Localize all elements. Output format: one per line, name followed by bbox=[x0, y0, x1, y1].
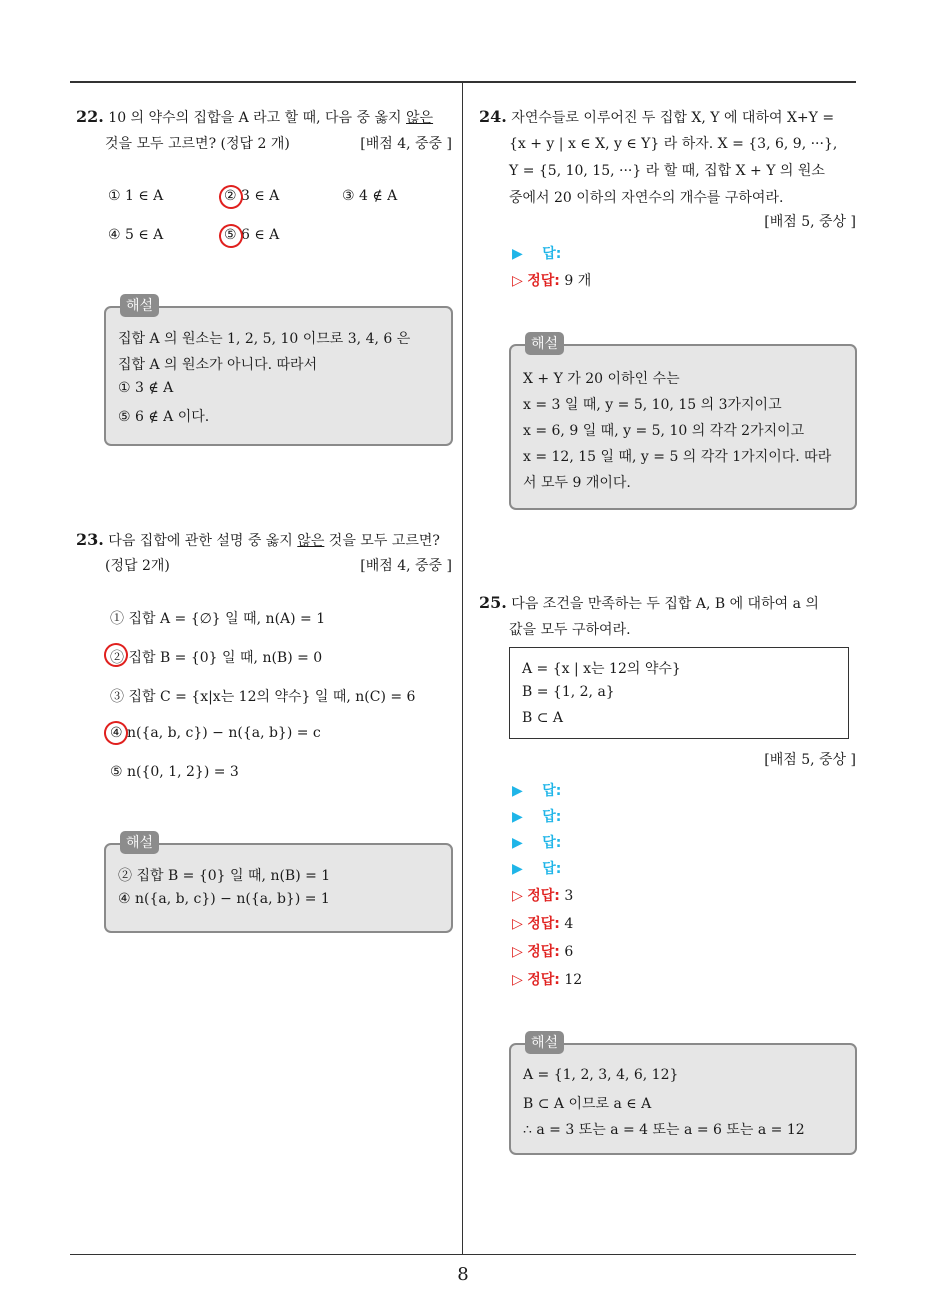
answer-label: 답: bbox=[542, 783, 562, 799]
q22-explanation-tag: 해설 bbox=[120, 294, 159, 317]
correct-value: 9 개 bbox=[564, 273, 592, 289]
q23-line2: (정답 2개) bbox=[105, 558, 170, 574]
q25-explanation-box bbox=[509, 1043, 857, 1155]
outline-triangle-icon: ▷ bbox=[512, 273, 523, 289]
q25-text-1: 다음 조건을 만족하는 두 집합 A, B 에 대하여 a 의 bbox=[511, 596, 819, 612]
q23-choice-3[interactable]: ③ 집합 C = {x|x는 12의 약수} 일 때, n(C) = 6 bbox=[110, 689, 416, 705]
q23-explanation-box bbox=[104, 843, 453, 933]
q25-condition: A = {x | x는 12의 약수} bbox=[522, 661, 681, 677]
q24-explain-line: x = 6, 9 일 때, y = 5, 10 의 각각 2가지이고 bbox=[523, 423, 805, 439]
q24-text-1: 자연수들로 이루어진 두 집합 X, Y 에 대하여 X+Y = bbox=[511, 110, 835, 126]
q22-explain-line: 집합 A 의 원소가 아니다. 따라서 bbox=[118, 357, 318, 373]
q25-answer-row-3[interactable] bbox=[512, 832, 561, 852]
q23-choice-2[interactable]: ② 집합 B = {0} 일 때, n(B) = 0 bbox=[110, 650, 323, 666]
q23-explain-line: ④ n({a, b, c}) − n({a, b}) = 1 bbox=[118, 891, 330, 907]
top-rule bbox=[70, 81, 856, 83]
q23-choice-1[interactable]: ① 집합 A = {∅} 일 때, n(A) = 1 bbox=[110, 611, 326, 627]
q22-explain-line: ⑤ 6 ∉ A 이다. bbox=[118, 409, 210, 425]
play-triangle-icon: ▶ bbox=[512, 861, 523, 877]
correct-label: 정답: bbox=[527, 944, 560, 960]
correct-label: 정답: bbox=[527, 916, 560, 932]
q25-line2: 값을 모두 구하여라. bbox=[509, 622, 631, 638]
q22-text-underlined: 않은 bbox=[406, 110, 434, 126]
q24-points: [배점 5, 중상 ] bbox=[764, 214, 856, 230]
answer-label: 답: bbox=[542, 861, 562, 877]
q25-line1 bbox=[479, 594, 819, 613]
outline-triangle-icon: ▷ bbox=[512, 888, 523, 904]
q22-line2: 것을 모두 고르면? (정답 2 개) bbox=[105, 136, 290, 152]
q22-line1 bbox=[76, 108, 433, 127]
q25-points: [배점 5, 중상 ] bbox=[764, 752, 856, 768]
q24-line3: Y = {5, 10, 15, ···} 라 할 때, 집합 X + Y 의 원소 bbox=[509, 163, 825, 179]
q25-correct-row-4 bbox=[512, 969, 582, 989]
q23-explain-line: ② 집합 B = {0} 일 때, n(B) = 1 bbox=[118, 868, 331, 884]
q23-number: 23. bbox=[76, 530, 104, 549]
play-triangle-icon: ▶ bbox=[512, 246, 523, 262]
correct-value: 12 bbox=[564, 972, 583, 988]
q25-condition: B ⊂ A bbox=[522, 710, 564, 726]
q25-explain-line: B ⊂ A 이므로 a ∈ A bbox=[523, 1096, 652, 1112]
outline-triangle-icon: ▷ bbox=[512, 916, 523, 932]
q22-choice-5[interactable]: ⑤ 6 ∈ A bbox=[224, 227, 280, 243]
q23-text-b: 것을 모두 고르면? bbox=[324, 533, 440, 549]
q22-points: [배점 4, 중중 ] bbox=[360, 136, 452, 152]
q25-correct-row-3 bbox=[512, 941, 573, 961]
correct-label: 정답: bbox=[527, 888, 560, 904]
q23-choice-4[interactable]: ④ n({a, b, c}) − n({a, b}) = c bbox=[110, 725, 321, 741]
q22-choice-2[interactable]: ② 3 ∈ A bbox=[224, 188, 280, 204]
play-triangle-icon: ▶ bbox=[512, 809, 523, 825]
q24-line1 bbox=[479, 108, 834, 127]
answer-label: 답: bbox=[542, 809, 562, 825]
q24-explain-line: x = 3 일 때, y = 5, 10, 15 의 3가지이고 bbox=[523, 397, 782, 413]
outline-triangle-icon: ▷ bbox=[512, 972, 523, 988]
q22-choice-4[interactable]: ④ 5 ∈ A bbox=[108, 227, 164, 243]
q25-explain-line: A = {1, 2, 3, 4, 6, 12} bbox=[523, 1067, 679, 1083]
q22-explanation-box bbox=[104, 306, 453, 446]
q24-line2: {x + y | x ∈ X, y ∈ Y} 라 하자. X = {3, 6, 9, ···}, bbox=[509, 136, 838, 152]
column-divider bbox=[462, 82, 463, 1255]
q23-choice-5[interactable]: ⑤ n({0, 1, 2}) = 3 bbox=[110, 764, 239, 780]
q24-explanation-box bbox=[509, 344, 857, 510]
play-triangle-icon: ▶ bbox=[512, 835, 523, 851]
q23-text-a: 다음 집합에 관한 설명 중 옳지 bbox=[108, 533, 298, 549]
correct-label: 정답: bbox=[527, 972, 560, 988]
q24-explain-line: X + Y 가 20 이하인 수는 bbox=[523, 371, 680, 387]
q23-choice-4-marked-circle bbox=[101, 718, 132, 749]
q22-number: 22. bbox=[76, 107, 104, 126]
q25-answer-row-1[interactable] bbox=[512, 780, 561, 800]
q22-text-a: 10 의 약수의 집합을 A 라고 할 때, 다음 중 옳지 bbox=[108, 110, 407, 126]
q24-number: 24. bbox=[479, 107, 507, 126]
q24-explanation-tag: 해설 bbox=[525, 332, 564, 355]
q25-explanation-tag: 해설 bbox=[525, 1031, 564, 1054]
q25-correct-row-2 bbox=[512, 913, 573, 933]
q22-explain-line: 집합 A 의 원소는 1, 2, 5, 10 이므로 3, 4, 6 은 bbox=[118, 331, 411, 347]
q22-choice-3[interactable]: ③ 4 ∉ A bbox=[342, 188, 398, 204]
q25-condition: B = {1, 2, a} bbox=[522, 684, 615, 700]
correct-value: 4 bbox=[564, 916, 574, 932]
answer-label: 답: bbox=[542, 835, 562, 851]
q22-choice-2-marked-circle bbox=[216, 182, 247, 213]
q22-choice-5-marked-circle bbox=[216, 221, 247, 252]
correct-label: 정답: bbox=[527, 273, 560, 289]
q24-line4: 중에서 20 이하의 자연수의 개수를 구하여라. bbox=[509, 190, 784, 206]
q24-correct-row bbox=[512, 270, 591, 290]
q24-explain-line: x = 12, 15 일 때, y = 5 의 각각 1가지이다. 따라 bbox=[523, 449, 832, 465]
q25-explain-line: ∴ a = 3 또는 a = 4 또는 a = 6 또는 a = 12 bbox=[523, 1122, 805, 1138]
correct-value: 3 bbox=[564, 888, 574, 904]
play-triangle-icon: ▶ bbox=[512, 783, 523, 799]
q25-answer-row-4[interactable] bbox=[512, 858, 561, 878]
q25-number: 25. bbox=[479, 593, 507, 612]
answer-label: 답: bbox=[542, 246, 562, 262]
q22-choice-1[interactable]: ① 1 ∈ A bbox=[108, 188, 164, 204]
correct-value: 6 bbox=[564, 944, 574, 960]
outline-triangle-icon: ▷ bbox=[512, 944, 523, 960]
q23-explanation-tag: 해설 bbox=[120, 831, 159, 854]
q22-explain-line: ① 3 ∉ A bbox=[118, 380, 174, 396]
q25-conditions-box bbox=[509, 647, 849, 739]
q23-line1 bbox=[76, 531, 440, 550]
q25-correct-row-1 bbox=[512, 885, 573, 905]
q25-answer-row-2[interactable] bbox=[512, 806, 561, 826]
q23-points: [배점 4, 중중 ] bbox=[360, 558, 452, 574]
bottom-rule bbox=[70, 1254, 856, 1255]
q24-answer-row[interactable] bbox=[512, 243, 561, 263]
q24-explain-line: 서 모두 9 개이다. bbox=[523, 475, 631, 491]
page-number: 8 bbox=[457, 1264, 469, 1285]
q23-text-underlined: 않은 bbox=[297, 533, 325, 549]
